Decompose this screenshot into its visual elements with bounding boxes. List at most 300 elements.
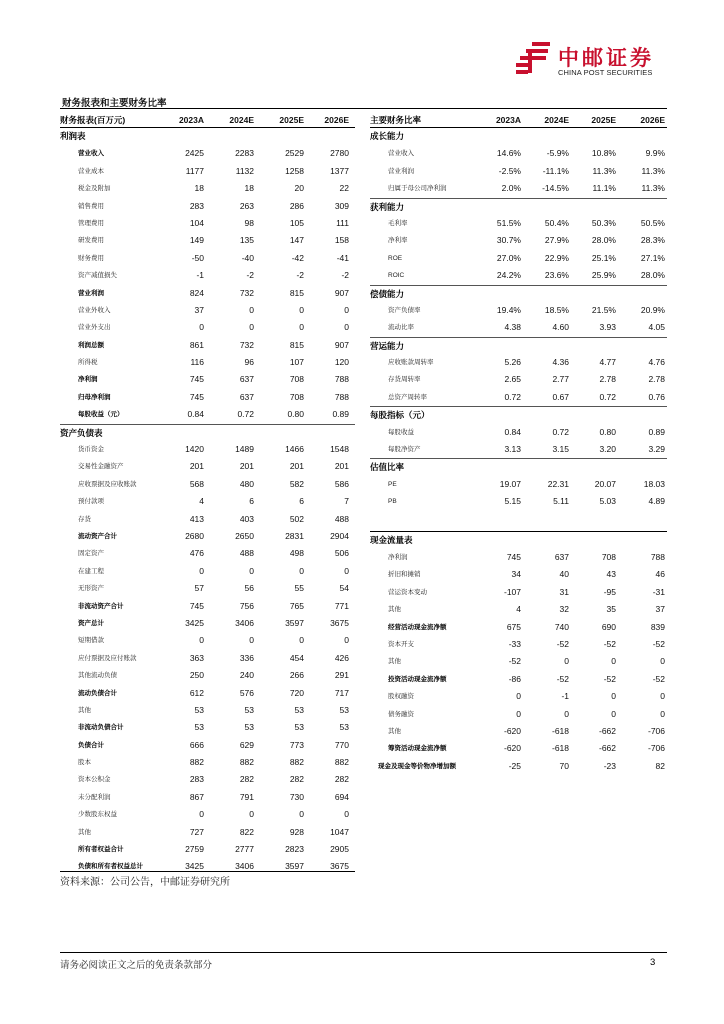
row-label: 流动比率	[388, 324, 414, 332]
row-value: 21.5%	[591, 304, 616, 315]
row-label: 少数股东权益	[78, 811, 117, 819]
row-value: 5.26	[504, 357, 521, 368]
row-value: 286	[289, 200, 304, 211]
section-title-row	[370, 406, 667, 423]
row-value: 1489	[235, 444, 254, 455]
row-value: 0	[199, 565, 204, 576]
table-row	[60, 163, 355, 180]
row-value: -33	[508, 638, 521, 649]
row-label: 营业利润	[78, 289, 104, 297]
row-value: 158	[334, 235, 349, 246]
row-label: 无形资产	[78, 585, 104, 593]
row-value: 0.89	[332, 409, 349, 420]
row-value: 0	[199, 809, 204, 820]
row-value: 740	[554, 621, 569, 632]
row-value: 2.0%	[501, 183, 521, 194]
row-value: 708	[289, 374, 304, 385]
row-value: 98	[244, 217, 254, 228]
row-value: 694	[334, 791, 349, 802]
row-value: -42	[291, 252, 304, 263]
row-value: 291	[334, 670, 349, 681]
table-header-year: 2024E	[229, 115, 254, 125]
china-post-logo-icon	[512, 40, 552, 80]
row-value: 50.3%	[591, 217, 616, 228]
section-title-row	[60, 424, 355, 441]
row-value: 3406	[235, 861, 254, 872]
row-value: 111	[336, 217, 349, 228]
row-value: 9.9%	[645, 148, 665, 159]
row-label: 存货	[78, 515, 91, 523]
table-header-row	[60, 112, 355, 128]
row-label: 交易性金融资产	[78, 463, 124, 471]
row-value: 3.20	[599, 444, 616, 455]
row-value: 675	[506, 621, 521, 632]
row-value: 20	[294, 183, 304, 194]
row-label: ROIC	[388, 272, 405, 280]
row-label: 营业外支出	[78, 324, 111, 332]
row-label: 在建工程	[78, 567, 104, 575]
row-label: 存货周转率	[388, 376, 421, 384]
row-value: 907	[334, 339, 349, 350]
row-value: 22	[339, 183, 349, 194]
row-value: 23.6%	[544, 270, 569, 281]
row-value: 28.3%	[640, 235, 665, 246]
row-value: 2823	[285, 844, 304, 855]
table-row	[60, 215, 355, 232]
row-value: 5.15	[504, 496, 521, 507]
row-value: 770	[334, 739, 349, 750]
row-value: 0.72	[552, 426, 569, 437]
row-value: 4.76	[648, 357, 665, 368]
table-row	[370, 601, 667, 618]
row-value: 0	[516, 691, 521, 702]
row-value: 720	[289, 687, 304, 698]
row-value: 20.9%	[640, 304, 665, 315]
row-value: 788	[334, 391, 349, 402]
row-value: 22.9%	[544, 252, 569, 263]
table-row	[60, 458, 355, 475]
row-value: 0	[249, 565, 254, 576]
row-value: 282	[334, 774, 349, 785]
table-row	[370, 688, 667, 705]
table-header-year: 2024E	[544, 115, 569, 125]
row-label: 应付票据及应付账款	[78, 654, 137, 662]
table-row	[60, 563, 355, 580]
row-value: 4.05	[648, 322, 665, 333]
row-value: 37	[655, 604, 665, 615]
section-title: 利润表	[60, 131, 86, 141]
row-value: -52	[556, 673, 569, 684]
row-value: 28.0%	[591, 235, 616, 246]
row-value: -52	[652, 673, 665, 684]
table-row	[60, 806, 355, 823]
row-value: 0	[344, 809, 349, 820]
page-number: 3	[650, 957, 656, 968]
row-value: 1258	[285, 165, 304, 176]
row-value: 4	[199, 496, 204, 507]
table-row	[370, 636, 667, 653]
row-label: 其他流动负债	[78, 672, 117, 680]
table-row	[60, 337, 355, 354]
row-label: 预付款项	[78, 498, 104, 506]
section-title: 偿债能力	[370, 288, 405, 299]
row-value: -40	[241, 252, 254, 263]
row-value: 839	[650, 621, 665, 632]
row-value: 18	[194, 183, 204, 194]
table-row	[60, 737, 355, 754]
row-value: 637	[239, 391, 254, 402]
section-title: 每股指标（元）	[370, 410, 430, 421]
row-value: 2650	[235, 530, 254, 541]
row-value: 0.72	[504, 391, 521, 402]
row-value: -11.1%	[542, 165, 569, 176]
row-value: 50.4%	[544, 217, 569, 228]
row-value: 2777	[235, 844, 254, 855]
table-row	[60, 545, 355, 562]
row-value: 0.84	[187, 409, 204, 420]
row-value: 57	[194, 583, 204, 594]
row-label: 净利率	[388, 237, 408, 245]
row-value: 791	[239, 791, 254, 802]
financial-ratios-table	[370, 112, 667, 775]
table-row	[60, 528, 355, 545]
row-value: 0	[564, 656, 569, 667]
table-header-year: 2026E	[640, 115, 665, 125]
row-value: 3425	[185, 861, 204, 872]
row-value: 788	[334, 374, 349, 385]
row-value: 2780	[330, 148, 349, 159]
row-value: 0	[516, 708, 521, 719]
row-value: -41	[336, 252, 349, 263]
section-title-row	[370, 337, 667, 354]
row-value: -23	[603, 760, 616, 771]
row-value: 867	[189, 791, 204, 802]
row-label: 资产总计	[78, 619, 104, 627]
row-value: 4.77	[599, 357, 616, 368]
table-row	[60, 719, 355, 736]
row-value: 0	[299, 565, 304, 576]
row-value: 24.2%	[496, 270, 521, 281]
table-row	[370, 424, 667, 441]
row-value: 708	[289, 391, 304, 402]
section-title: 现金流量表	[370, 534, 413, 545]
row-value: 488	[239, 548, 254, 559]
section-title-row	[60, 128, 355, 145]
table-row	[370, 215, 667, 232]
row-label: 短期借款	[78, 637, 104, 645]
row-value: 882	[189, 757, 204, 768]
row-value: 2905	[330, 844, 349, 855]
table-row	[60, 702, 355, 719]
row-value: -2.5%	[498, 165, 521, 176]
table-row	[370, 232, 667, 249]
row-value: 765	[289, 600, 304, 611]
row-value: -662	[598, 725, 616, 736]
section-title: 成长能力	[370, 131, 405, 141]
row-value: 586	[334, 478, 349, 489]
table-row	[60, 476, 355, 493]
row-value: 788	[650, 551, 665, 562]
row-label: 其他	[388, 658, 401, 666]
row-value: 107	[289, 357, 304, 368]
row-value: 54	[339, 583, 349, 594]
row-value: 0	[611, 656, 616, 667]
row-label: 股本	[78, 759, 91, 767]
row-value: 745	[189, 391, 204, 402]
row-value: -2	[246, 270, 254, 281]
table-row	[60, 441, 355, 458]
row-value: -107	[503, 586, 521, 597]
row-value: -706	[647, 725, 665, 736]
row-label: 归母净利润	[78, 393, 111, 401]
data-source-note: 资料来源：公司公告，中邮证券研究所	[60, 877, 230, 888]
row-value: 53	[244, 722, 254, 733]
row-value: 147	[289, 235, 304, 246]
table-row	[370, 493, 667, 510]
row-value: -95	[603, 586, 616, 597]
row-label: 负债和所有者权益总计	[78, 863, 143, 871]
row-value: 0	[344, 304, 349, 315]
row-value: 18.5%	[544, 304, 569, 315]
row-value: 745	[189, 600, 204, 611]
row-value: -5.9%	[546, 148, 569, 159]
row-value: 53	[339, 722, 349, 733]
row-label: 研发费用	[78, 237, 104, 245]
row-value: 53	[294, 704, 304, 715]
row-label: 每股净资产	[388, 446, 421, 454]
row-value: -1	[561, 691, 569, 702]
row-value: 690	[601, 621, 616, 632]
row-label: 营业收入	[388, 150, 414, 158]
row-label: 经营活动现金流净额	[388, 623, 447, 631]
row-value: 18	[244, 183, 254, 194]
row-value: 907	[334, 287, 349, 298]
row-label: 营业收入	[78, 150, 104, 158]
row-value: 336	[239, 652, 254, 663]
row-label: 所有者权益合计	[78, 846, 124, 854]
table-row	[370, 267, 667, 284]
row-value: 51.5%	[496, 217, 521, 228]
row-label: 货币资金	[78, 446, 104, 454]
table-row	[370, 145, 667, 162]
row-value: 4.89	[648, 496, 665, 507]
row-value: 40	[559, 569, 569, 580]
row-value: 2.65	[504, 374, 521, 385]
section-title: 资产负债表	[60, 427, 103, 438]
row-value: -620	[503, 725, 521, 736]
row-value: 0.84	[504, 426, 521, 437]
row-value: 282	[239, 774, 254, 785]
row-label: 债务融资	[388, 710, 414, 718]
row-value: 4.38	[504, 322, 521, 333]
row-label: 每股收益	[388, 428, 414, 436]
row-value: 3.29	[648, 444, 665, 455]
row-value: 824	[189, 287, 204, 298]
row-label: 资本公积金	[78, 776, 111, 784]
row-value: -620	[503, 743, 521, 754]
row-label: 营业利润	[388, 167, 414, 175]
table-header-year: 2025E	[591, 115, 616, 125]
row-value: -2	[341, 270, 349, 281]
row-label: 营运资本变动	[388, 588, 427, 596]
row-label: 毛利率	[388, 219, 408, 227]
row-value: 1420	[185, 444, 204, 455]
row-value: 0	[660, 691, 665, 702]
row-value: 0	[344, 635, 349, 646]
table-row	[60, 824, 355, 841]
row-value: 0	[299, 322, 304, 333]
table-row	[370, 653, 667, 670]
row-label: 应收账款周转率	[388, 359, 434, 367]
row-value: -1	[196, 270, 204, 281]
row-label: 其他	[78, 706, 91, 714]
row-value: 11.3%	[641, 165, 665, 176]
row-value: 815	[289, 287, 304, 298]
table-header-year: 2026E	[324, 115, 349, 125]
row-value: -618	[551, 743, 569, 754]
row-value: 3675	[330, 617, 349, 628]
table-row	[370, 319, 667, 336]
row-value: 240	[239, 670, 254, 681]
row-value: 2283	[235, 148, 254, 159]
row-value: 25.9%	[591, 270, 616, 281]
table-row	[370, 250, 667, 267]
row-value: 1548	[330, 444, 349, 455]
row-value: -25	[508, 760, 521, 771]
row-value: 10.8%	[591, 148, 616, 159]
logo-english-name: CHINA POST SECURITIES	[558, 68, 653, 77]
table-header-year: 2023A	[178, 115, 204, 125]
table-row	[370, 758, 667, 775]
row-value: 3597	[285, 617, 304, 628]
row-value: 612	[189, 687, 204, 698]
row-value: 773	[289, 739, 304, 750]
row-value: 0	[611, 708, 616, 719]
table-header-title: 主要财务比率	[370, 115, 422, 125]
row-value: 1047	[330, 826, 349, 837]
row-value: -14.5%	[542, 183, 569, 194]
row-value: 4.36	[552, 357, 569, 368]
row-value: 32	[559, 604, 569, 615]
row-value: 882	[289, 757, 304, 768]
row-value: 815	[289, 339, 304, 350]
row-value: 30.7%	[496, 235, 521, 246]
row-value: -52	[652, 638, 665, 649]
row-value: 18.03	[643, 478, 665, 489]
table-row	[60, 493, 355, 510]
row-label: 总资产周转率	[388, 393, 427, 401]
row-value: 488	[334, 513, 349, 524]
report-title: 财务报表和主要财务比率	[62, 98, 167, 109]
row-value: 120	[334, 357, 349, 368]
table-row	[60, 771, 355, 788]
row-value: 756	[239, 600, 254, 611]
section-title-row	[370, 285, 667, 302]
row-value: 0	[299, 304, 304, 315]
row-label: 非流动资产合计	[78, 602, 124, 610]
row-label: 税金及附加	[78, 185, 111, 193]
row-value: 50.5%	[640, 217, 665, 228]
row-value: 27.9%	[544, 235, 569, 246]
row-label: 流动负债合计	[78, 689, 117, 697]
row-value: 506	[334, 548, 349, 559]
table-row	[60, 267, 355, 284]
row-label: 归属于母公司净利润	[388, 185, 447, 193]
row-label: 应收票据及应收账款	[78, 480, 137, 488]
row-value: 1377	[330, 165, 349, 176]
table-row	[60, 285, 355, 302]
row-label: 财务费用	[78, 254, 104, 262]
row-label: 营业成本	[78, 167, 104, 175]
row-value: 0	[299, 635, 304, 646]
table-header-year: 2025E	[279, 115, 304, 125]
row-value: 55	[294, 583, 304, 594]
table-row	[370, 740, 667, 757]
footer-disclaimer: 请务必阅读正文之后的免责条款部分	[60, 960, 213, 971]
row-value: 201	[239, 461, 254, 472]
row-value: 3.93	[599, 322, 616, 333]
financial-statements-table	[60, 112, 355, 876]
section-title-row	[370, 128, 667, 145]
row-value: 568	[189, 478, 204, 489]
row-value: 34	[511, 569, 521, 580]
row-value: 2.78	[648, 374, 665, 385]
row-value: 70	[559, 760, 569, 771]
row-value: 53	[194, 704, 204, 715]
row-value: 0	[199, 322, 204, 333]
row-value: 250	[189, 670, 204, 681]
row-value: 928	[289, 826, 304, 837]
row-value: 31	[559, 586, 569, 597]
row-value: 480	[239, 478, 254, 489]
row-value: 27.1%	[640, 252, 665, 263]
row-value: 745	[189, 374, 204, 385]
row-value: -618	[551, 725, 569, 736]
row-value: 2759	[185, 844, 204, 855]
table-row	[60, 302, 355, 319]
row-label: 管理费用	[78, 219, 104, 227]
row-value: 0	[299, 809, 304, 820]
table-header-row	[370, 112, 667, 128]
row-value: -31	[652, 586, 665, 597]
row-value: 11.3%	[641, 183, 665, 194]
row-label: 净利润	[388, 553, 408, 561]
row-value: -662	[598, 743, 616, 754]
row-value: 22.31	[547, 478, 569, 489]
row-value: 2831	[285, 530, 304, 541]
table-row	[370, 389, 667, 406]
row-value: 771	[334, 600, 349, 611]
row-value: 2680	[185, 530, 204, 541]
table-row	[60, 198, 355, 215]
row-value: 53	[194, 722, 204, 733]
row-value: 6	[249, 496, 254, 507]
table-row	[60, 232, 355, 249]
row-label: PE	[388, 480, 397, 488]
table-row	[370, 180, 667, 197]
row-value: 4	[516, 604, 521, 615]
row-value: 11.3%	[592, 165, 616, 176]
row-value: 14.6%	[496, 148, 521, 159]
row-value: 2425	[185, 148, 204, 159]
row-value: 19.07	[499, 478, 521, 489]
row-label: 折旧和摊销	[388, 571, 421, 579]
row-value: 3425	[185, 617, 204, 628]
row-label: 非流动负债合计	[78, 724, 124, 732]
section-title: 获利能力	[370, 201, 405, 212]
table-row	[60, 789, 355, 806]
row-value: 35	[606, 604, 616, 615]
